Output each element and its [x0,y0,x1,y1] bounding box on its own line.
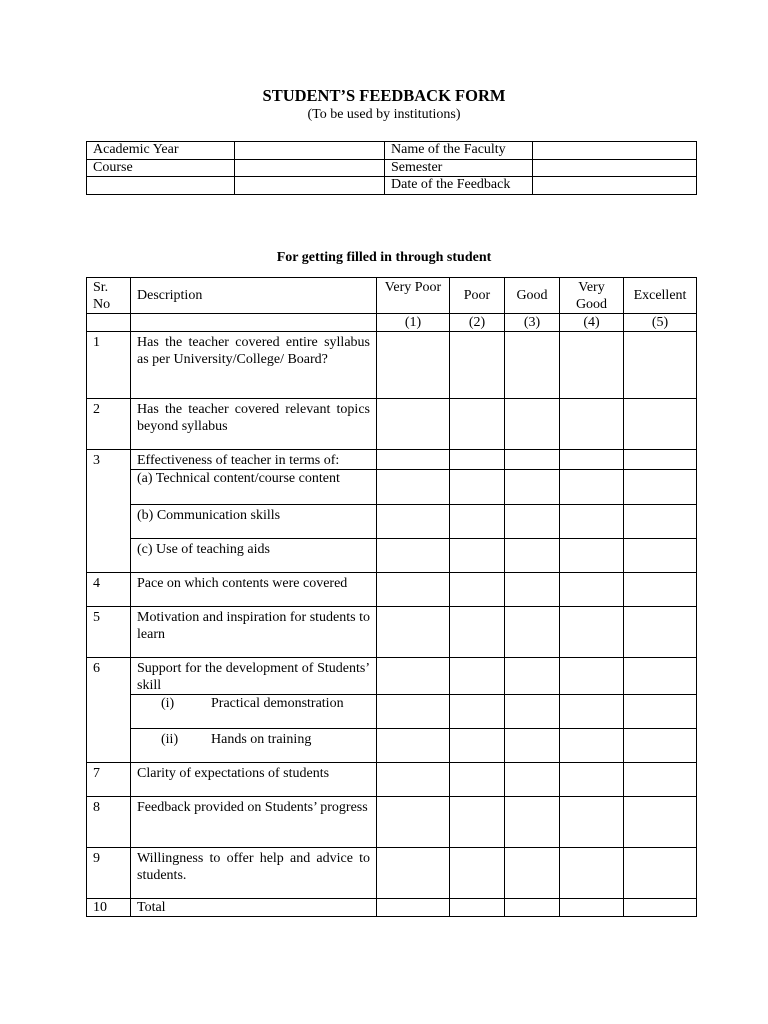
header-very-poor: Very Poor [377,278,450,314]
rating-cell[interactable] [560,450,624,470]
course-field[interactable] [235,159,385,177]
rating-cell[interactable] [505,399,560,450]
rating-cell[interactable] [624,848,697,899]
rating-cell[interactable] [450,658,505,695]
rating-cell[interactable] [560,695,624,729]
rating-cell[interactable] [377,505,450,539]
rating-cell[interactable] [450,797,505,848]
row-subitem: (c) Use of teaching aids [131,539,377,573]
rating-cell[interactable] [505,607,560,658]
rating-cell[interactable] [560,399,624,450]
table-subrow [87,729,697,763]
rating-cell[interactable] [450,848,505,899]
row-sr-no: 9 [87,848,131,899]
rating-cell[interactable] [505,573,560,607]
rating-cell[interactable] [505,763,560,797]
table-subrow [87,505,697,539]
row-subitem: (b) Communication skills [131,505,377,539]
rating-cell[interactable] [560,539,624,573]
row-subitem [131,695,377,729]
rating-cell[interactable] [505,729,560,763]
header-very-good: Very Good [560,278,624,314]
rating-cell[interactable] [560,899,624,917]
row-subitem: (a) Technical content/course content [131,470,377,505]
row-description: Pace on which contents were covered [131,573,377,607]
row-sr-no: 5 [87,607,131,658]
rating-cell[interactable] [450,450,505,470]
subitem-number: (i) [161,696,175,711]
scale-5: (5) [624,314,697,332]
row-sr-no: 6 [87,658,131,763]
rating-cell[interactable] [560,658,624,695]
scale-4: (4) [560,314,624,332]
rating-cell[interactable] [377,607,450,658]
table-row [87,763,697,797]
row-sr-no: 3 [87,450,131,573]
row-description: Has the teacher covered relevant topics beyond syllabus [131,399,377,450]
rating-cell[interactable] [377,695,450,729]
rating-cell[interactable] [377,848,450,899]
header-good: Good [505,278,560,314]
feedback-table [86,277,697,917]
rating-cell[interactable] [377,470,450,505]
rating-cell[interactable] [624,729,697,763]
info-row [87,177,697,195]
info-row [87,142,697,160]
rating-cell[interactable] [505,695,560,729]
rating-cell[interactable] [505,539,560,573]
table-row [87,399,697,450]
rating-cell[interactable] [624,470,697,505]
rating-cell[interactable] [450,695,505,729]
scale-3: (3) [505,314,560,332]
table-subrow [87,470,697,505]
row-sr-no: 10 [87,899,131,917]
header-description: Description [131,278,377,314]
rating-cell[interactable] [624,797,697,848]
subitem-label: Hands on training [211,732,312,747]
rating-cell[interactable] [450,763,505,797]
rating-cell[interactable] [624,505,697,539]
rating-cell[interactable] [624,399,697,450]
rating-cell[interactable] [560,607,624,658]
rating-cell[interactable] [450,470,505,505]
rating-cell[interactable] [450,899,505,917]
rating-cell[interactable] [377,658,450,695]
rating-cell[interactable] [505,899,560,917]
faculty-name-label: Name of the Faculty [385,142,533,160]
row-sr-no: 7 [87,763,131,797]
table-row [87,658,697,695]
row-description: Has the teacher covered entire syllabus as per University/College/ Board? [131,332,377,399]
scale-1: (1) [377,314,450,332]
rating-cell[interactable] [624,539,697,573]
rating-cell[interactable] [505,332,560,399]
row-description: Motivation and inspiration for students to learn [131,607,377,658]
rating-cell[interactable] [624,332,697,399]
semester-label: Semester [385,159,533,177]
form-subtitle: (To be used by institutions) [307,107,461,122]
row-sr-no: 1 [87,332,131,399]
rating-cell[interactable] [560,797,624,848]
rating-cell[interactable] [377,539,450,573]
row-sr-no: 4 [87,573,131,607]
rating-cell[interactable] [624,695,697,729]
table-row [87,573,697,607]
course-label: Course [87,159,235,177]
rating-cell[interactable] [624,658,697,695]
row-description: Total [131,899,377,917]
faculty-name-field[interactable] [533,142,697,160]
rating-cell[interactable] [377,763,450,797]
blank-cell [87,177,235,195]
rating-cell[interactable] [560,470,624,505]
rating-cell[interactable] [560,848,624,899]
rating-cell[interactable] [450,539,505,573]
rating-cell[interactable] [560,729,624,763]
table-row [87,899,697,917]
rating-cell[interactable] [377,899,450,917]
table-header-row [87,278,697,314]
rating-cell[interactable] [450,607,505,658]
rating-cell[interactable] [560,573,624,607]
subitem-number: (ii) [161,732,179,747]
row-description: Support for the development of Students’ skill [131,658,377,695]
rating-cell[interactable] [450,399,505,450]
row-subitem [131,729,377,763]
academic-year-field[interactable] [235,142,385,160]
rating-cell[interactable] [624,450,697,470]
info-row [87,159,697,177]
rating-cell[interactable] [377,450,450,470]
row-description: Feedback provided on Students’ progress [131,797,377,848]
table-row [87,450,697,470]
row-description: Clarity of expectations of students [131,763,377,797]
subitem-label: Practical demonstration [211,696,344,711]
rating-cell[interactable] [624,899,697,917]
rating-cell[interactable] [624,573,697,607]
blank-cell [87,314,131,332]
rating-cell[interactable] [560,505,624,539]
rating-cell[interactable] [624,607,697,658]
semester-field[interactable] [533,159,697,177]
table-row [87,607,697,658]
rating-cell[interactable] [450,729,505,763]
table-row [87,848,697,899]
feedback-date-field[interactable] [533,177,697,195]
info-table [86,141,697,195]
rating-cell[interactable] [560,763,624,797]
feedback-date-label: Date of the Feedback [385,177,533,195]
table-subrow [87,695,697,729]
academic-year-label: Academic Year [87,142,235,160]
table-subrow [87,539,697,573]
row-description: Willingness to offer help and advice to students. [131,848,377,899]
rating-cell[interactable] [505,470,560,505]
header-poor: Poor [450,278,505,314]
rating-cell[interactable] [505,450,560,470]
rating-cell[interactable] [560,332,624,399]
header-sr-no: Sr. No [87,278,131,314]
scale-2: (2) [450,314,505,332]
row-description: Effectiveness of teacher in terms of: [131,450,377,470]
rating-cell[interactable] [377,573,450,607]
blank-cell [131,314,377,332]
rating-cell[interactable] [505,505,560,539]
rating-cell[interactable] [450,505,505,539]
scale-row [87,314,697,332]
rating-cell[interactable] [377,729,450,763]
rating-cell[interactable] [377,332,450,399]
row-sr-no: 8 [87,797,131,848]
rating-cell[interactable] [505,848,560,899]
rating-cell[interactable] [624,763,697,797]
form-title: STUDENT’S FEEDBACK FORM [262,86,506,105]
rating-cell[interactable] [377,399,450,450]
rating-cell[interactable] [450,332,505,399]
section-heading: For getting filled in through student [276,250,492,265]
rating-cell[interactable] [505,658,560,695]
rating-cell[interactable] [505,797,560,848]
blank-cell [235,177,385,195]
rating-cell[interactable] [450,573,505,607]
row-sr-no: 2 [87,399,131,450]
header-excellent: Excellent [624,278,697,314]
table-row [87,332,697,399]
rating-cell[interactable] [377,797,450,848]
table-row [87,797,697,848]
